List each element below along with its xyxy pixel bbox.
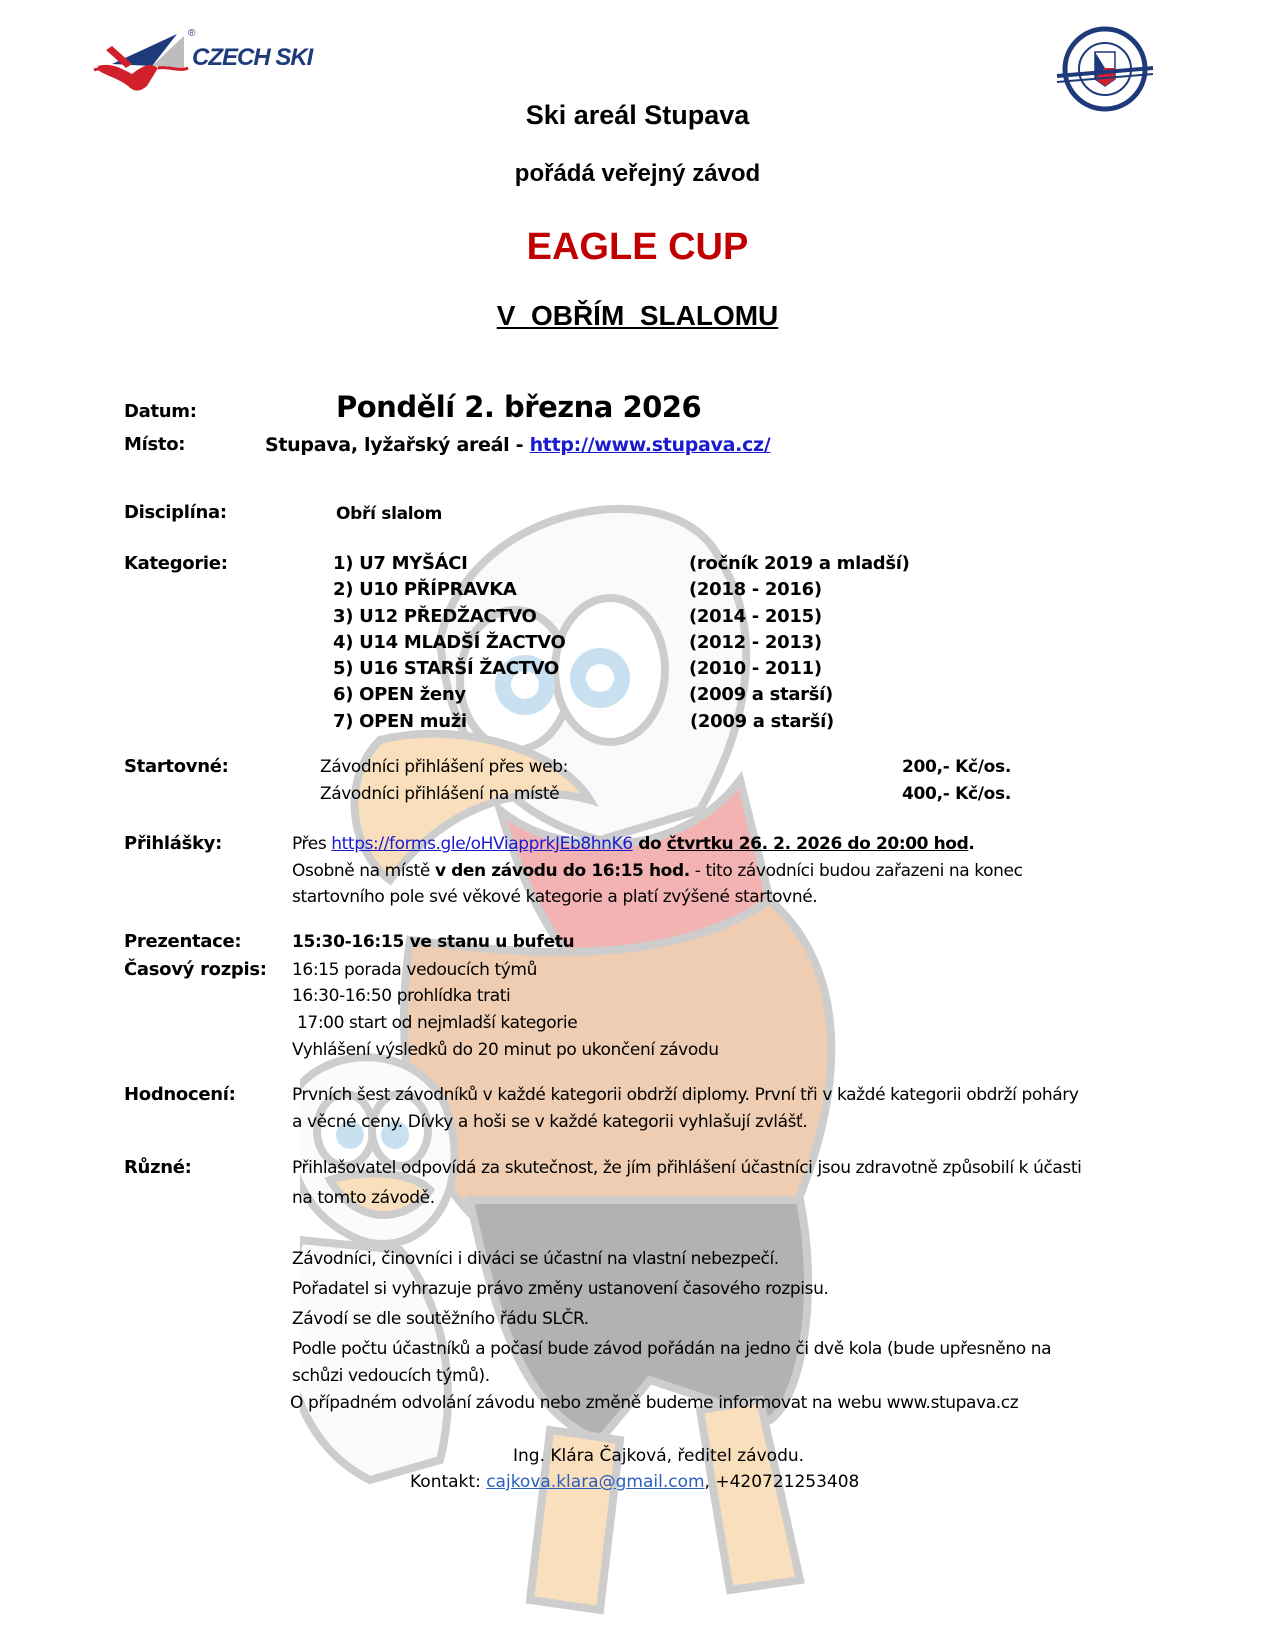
ruzne-label: Různé: — [124, 1157, 192, 1178]
onsite-post: - tito závodníci budou zařazeni na konec — [689, 861, 1023, 881]
category-name: 3) U12 PŘEDŽACTVO — [333, 605, 537, 627]
registration-deadline: čtvrtku 26. 2. 2026 do 20:00 hod — [666, 834, 969, 854]
category-years: (2018 - 2016) — [689, 579, 822, 601]
category-years: (2014 - 2015) — [689, 605, 822, 627]
registration-end: . — [968, 834, 975, 854]
onsite-deadline: v den závodu do 16:15 hod. — [434, 861, 690, 881]
czech-ski-logo-text: CZECH SKI — [192, 44, 313, 71]
registration-form-link[interactable]: https://forms.gle/oHViapprkJEb8hnK6 — [331, 834, 633, 854]
prezentace-value: 15:30-16:15 ve stanu u bufetu — [292, 932, 575, 952]
misto-text: Stupava, lyžařský areál - — [265, 434, 530, 456]
rozpis-label: Časový rozpis: — [124, 959, 267, 980]
kategorie-label: Kategorie: — [124, 553, 228, 574]
prezentace-label: Prezentace: — [124, 931, 242, 952]
category-list — [333, 553, 910, 737]
evaluation-line: a věcné ceny. Dívky a hoši se v každé kategorii vyhlašují zvlášť. — [292, 1112, 808, 1132]
stupava-link[interactable]: http://www.stupava.cz/ — [529, 434, 771, 456]
category-name: 5) U16 STARŠÍ ŽACTVO — [333, 658, 559, 680]
category-row — [333, 553, 910, 579]
schedule-item: 16:15 porada vedoucích týmů — [292, 960, 537, 980]
misto-label: Místo: — [124, 434, 186, 455]
datum-value: Pondělí 2. března 2026 — [336, 390, 702, 424]
misc-note: schůzi vedoucích týmů). — [292, 1366, 490, 1386]
category-name: 1) U7 MYŠÁCI — [333, 553, 468, 574]
category-row — [333, 658, 822, 684]
event-title: EAGLE CUP — [526, 226, 749, 268]
contact-email-link[interactable]: cajkova.klara@gmail.com — [486, 1472, 705, 1492]
fee-onsite-price: 400,- Kč/os. — [902, 784, 1012, 804]
director-name: Ing. Klára Čajková, ředitel závodu. — [513, 1446, 805, 1466]
fee-onsite-text: Závodníci přihlášení na místě — [320, 784, 560, 804]
category-name: 7) OPEN muži — [333, 710, 467, 732]
category-row — [333, 631, 822, 658]
event-subtitle: V OBŘÍM SLALOMU — [496, 300, 779, 331]
czech-ski-logo — [92, 26, 332, 96]
misc-note: Závodí se dle soutěžního řádu SLČR. — [292, 1309, 589, 1329]
registration-line-1 — [292, 834, 974, 854]
fee-web-price: 200,- Kč/os. — [902, 757, 1012, 777]
misto-value — [265, 434, 770, 456]
disciplina-value: Obří slalom — [336, 504, 443, 524]
category-years: (2009 a starší) — [689, 684, 833, 706]
misc-note: Podle počtu účastníků a počasí bude závod pořádán na jedno či dvě kola (bude upřesněno na — [292, 1339, 1052, 1359]
prihlasky-label: Přihlášky: — [124, 833, 222, 854]
category-years: (ročník 2019 a mladší) — [689, 553, 910, 574]
organizer-heading: Ski areál Stupava — [525, 100, 750, 130]
disciplina-label: Disciplína: — [124, 502, 227, 523]
registration-line-2 — [292, 861, 1023, 881]
category-row — [333, 605, 822, 632]
registration-mid: do — [632, 834, 667, 854]
misc-note: Pořadatel si vyhrazuje právo změny ustanovení časového rozpisu. — [292, 1279, 829, 1299]
hodnoceni-label: Hodnocení: — [124, 1084, 236, 1105]
evaluation-line: Prvních šest závodníků v každé kategorii obdrží diplomy. První tři v každé kategorii obdrží poháry — [292, 1085, 1079, 1105]
fee-web-text: Závodníci přihlášení přes web: — [320, 757, 568, 777]
category-name: 6) OPEN ženy — [333, 684, 466, 706]
misc-note: Závodníci, činovníci i diváci se účastní na vlastní nebezpečí. — [292, 1249, 779, 1269]
category-row — [333, 710, 834, 737]
contact-label: Kontakt: — [410, 1472, 487, 1492]
registration-line-3: startovního pole své věkové kategorie a platí zvýšené startovné. — [292, 887, 818, 907]
schedule-item: 16:30-16:50 prohlídka trati — [292, 986, 511, 1006]
schedule-item: Vyhlášení výsledků do 20 minut po ukončení závodu — [292, 1040, 719, 1060]
contact-phone: , +420721253408 — [704, 1472, 860, 1492]
misc-line: Přihlašovatel odpovídá za skutečnost, že jím přihlášení účastníci jsou zdravotně způsobilí k účasti — [292, 1158, 1082, 1178]
category-years: (2012 - 2013) — [689, 631, 822, 653]
startovne-label: Startovné: — [124, 756, 229, 777]
misc-line: na tomto závodě. — [292, 1188, 435, 1208]
category-years: (2010 - 2011) — [689, 658, 822, 680]
registered-mark: ® — [188, 28, 196, 39]
category-row — [333, 579, 822, 605]
category-row — [333, 684, 833, 710]
category-name: 4) U14 MLADŠÍ ŽACTVO — [333, 631, 566, 653]
registration-pre: Přes — [292, 834, 332, 854]
datum-label: Datum: — [124, 401, 197, 422]
contact-line — [410, 1472, 859, 1492]
category-name: 2) U10 PŘÍPRAVKA — [333, 579, 517, 601]
organizer-subheading: pořádá veřejný závod — [514, 160, 761, 187]
misc-note: O případném odvolání závodu nebo změně budeme informovat na webu www.stupava.cz — [290, 1393, 1019, 1413]
category-years: (2009 a starší) — [690, 710, 834, 732]
schedule-item: 17:00 start od nejmladší kategorie — [292, 1013, 578, 1033]
onsite-pre: Osobně na místě — [292, 861, 435, 881]
